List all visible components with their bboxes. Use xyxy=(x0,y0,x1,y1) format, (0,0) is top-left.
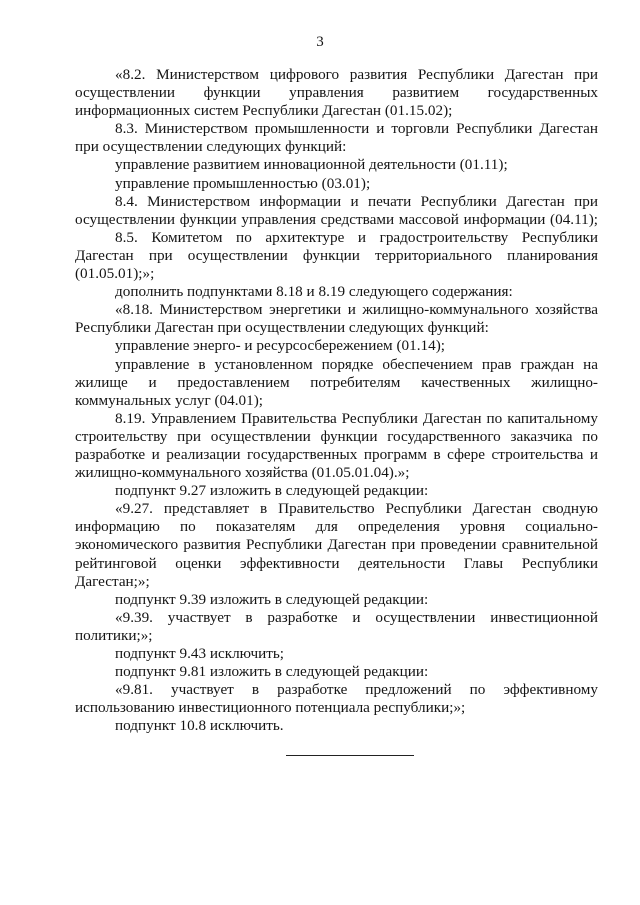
text-line: «9.39. участвует в разработке и осуществлении инвестиционной xyxy=(115,608,598,626)
text-line: Дагестан при осуществлении функции территориального планирования xyxy=(75,246,598,264)
text-line: информацию по показателям для определения уровня социально- xyxy=(75,518,598,536)
text-line: подпункт 9.27 изложить в следующей редакции: xyxy=(115,482,429,500)
text-line: управление развитием инновационной деятельности (01.11); xyxy=(115,156,508,174)
document-body xyxy=(75,66,598,735)
text-line: Республики Дагестан при осуществлении следующих функций: xyxy=(75,319,489,337)
text-line: 8.4. Министерством информации и печати Республики Дагестан при xyxy=(115,192,598,210)
page-number: 3 xyxy=(316,34,324,50)
text-line: 8.5. Комитетом по архитектуре и градостроительству Республики xyxy=(115,228,598,246)
text-line: управление промышленностью (03.01); xyxy=(115,174,371,192)
text-line: экономического развития Республики Дагестан при проведении сравнительной xyxy=(75,536,598,554)
text-line: рейтинговой оценки эффективности деятельности Главы Республики xyxy=(75,554,598,572)
text-line: жилище и предоставлением потребителям качественных жилищно- xyxy=(75,373,598,391)
text-line: осуществлении функции управления развитием государственных xyxy=(75,84,598,102)
text-line: коммунальных услуг (04.01); xyxy=(75,391,263,409)
text-line: «9.81. участвует в разработке предложений по эффективному xyxy=(115,681,598,699)
text-line: (01.05.01);»; xyxy=(75,265,155,283)
text-line: «9.27. представляет в Правительство Республики Дагестан сводную xyxy=(115,500,598,518)
text-line: информационных систем Республики Дагестан (01.15.02); xyxy=(75,102,453,120)
text-line: подпункт 9.39 изложить в следующей редакции: xyxy=(115,590,429,608)
text-line: подпункт 9.43 исключить; xyxy=(115,645,284,662)
text-line: при осуществлении следующих функций: xyxy=(75,138,347,156)
text-line: управление в установленном порядке обеспечением прав граждан на xyxy=(115,355,598,373)
text-line: дополнить подпунктами 8.18 и 8.19 следующего содержания: xyxy=(115,283,513,301)
text-line: «8.2. Министерством цифрового развития Республики Дагестан при xyxy=(115,66,598,83)
text-line: политики;»; xyxy=(75,626,153,644)
text-line: «8.18. Министерством энергетики и жилищно-коммунального хозяйства xyxy=(115,301,598,319)
text-line: использованию инвестиционного потенциала республики;»; xyxy=(75,699,466,717)
text-line: управление энерго- и ресурсосбережением (01.14); xyxy=(115,337,445,355)
text-line: строительству при осуществлении функции государственного заказчика по xyxy=(75,427,598,445)
text-line: подпункт 9.81 изложить в следующей редакции: xyxy=(115,663,429,681)
text-line: 8.3. Министерством промышленности и торговли Республики Дагестан xyxy=(115,120,598,138)
text-line: разработке и реализации государственных программ в сфере строительства и xyxy=(75,445,598,463)
text-line: 8.19. Управлением Правительства Республики Дагестан по капитальному xyxy=(115,409,598,427)
text-line: Дагестан;»; xyxy=(75,572,150,590)
closing-divider-line xyxy=(286,755,414,756)
text-line: подпункт 10.8 исключить. xyxy=(115,717,284,735)
text-line: жилищно-коммунального хозяйства (01.05.01.04).»; xyxy=(75,464,410,482)
text-line: осуществлении функции управления средствами массовой информации (04.11); xyxy=(75,210,598,228)
